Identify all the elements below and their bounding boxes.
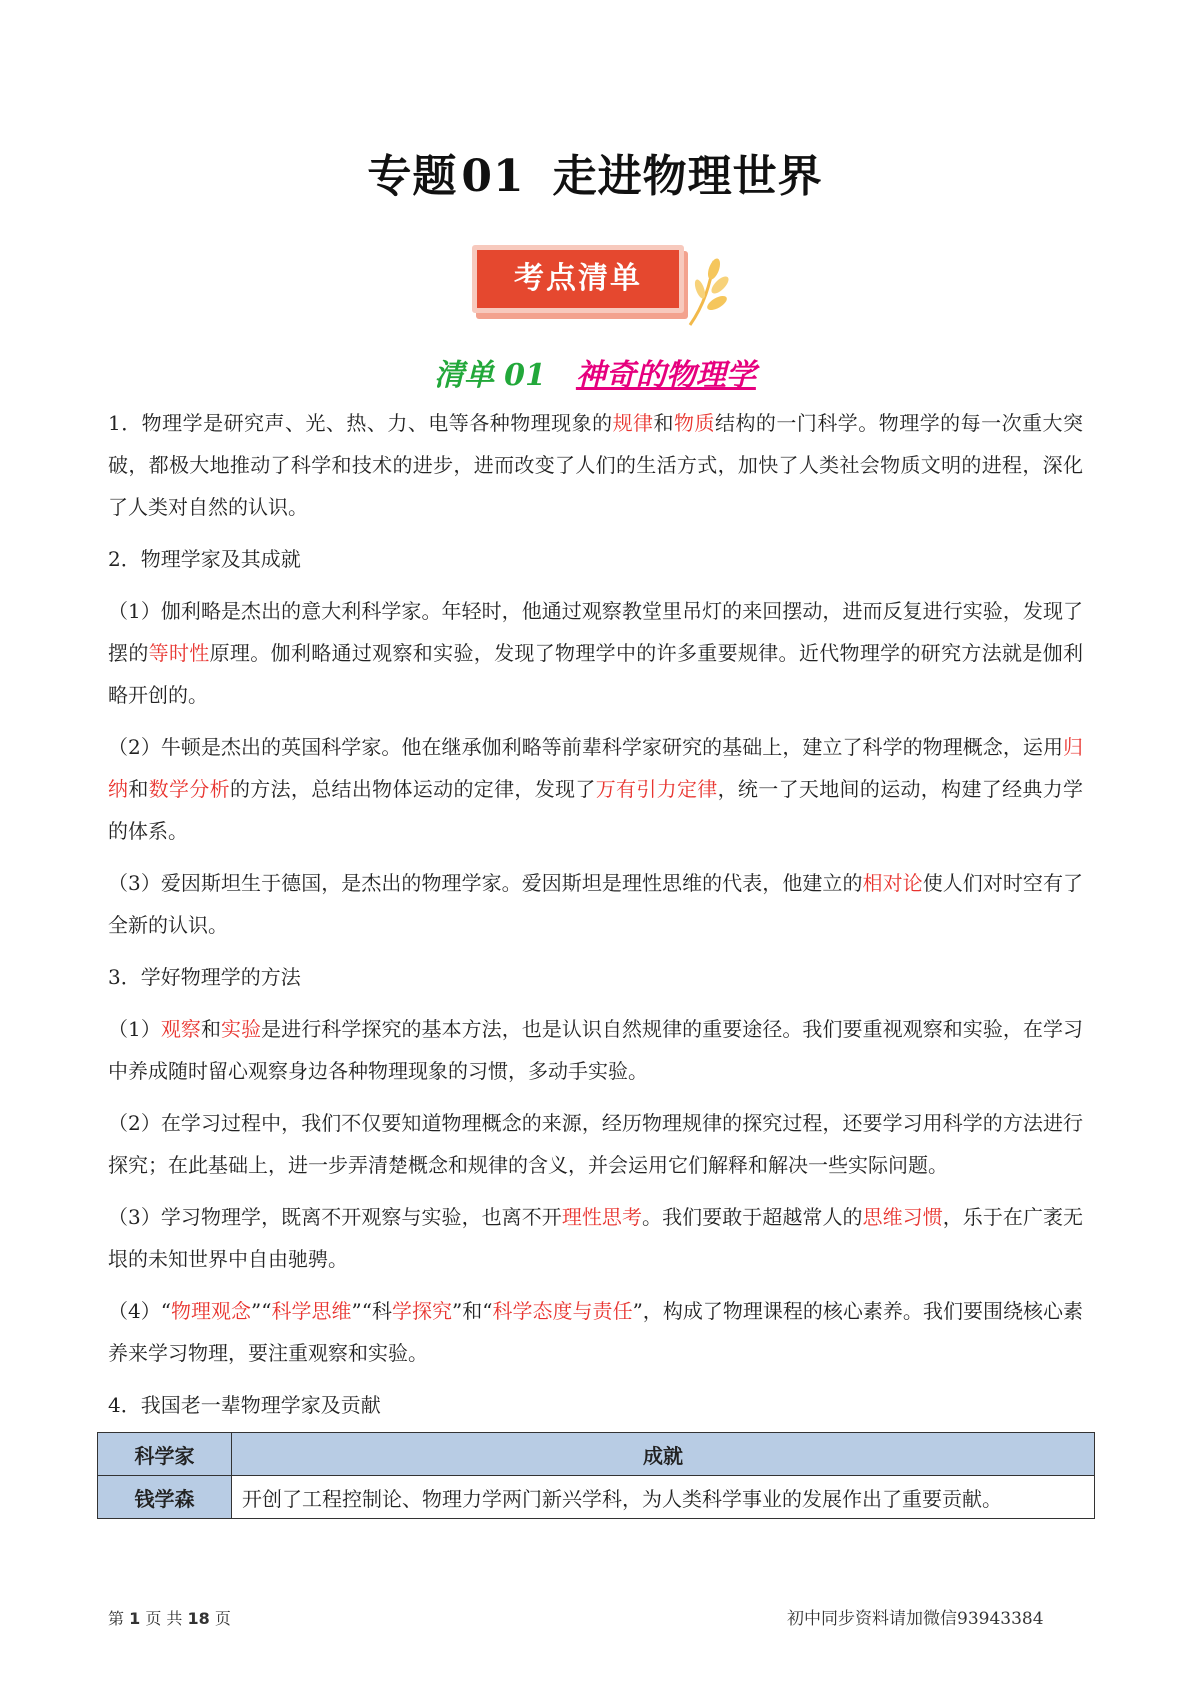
- section-number: 01: [504, 358, 546, 393]
- table-cell-achievement: 开创了工程控制论、物理力学两门新兴学科，为人类科学事业的发展作出了重要贡献。: [232, 1476, 1095, 1519]
- current-page: 1: [129, 1609, 141, 1628]
- paragraph-2-2: （2）牛顿是杰出的英国科学家。他在继承伽利略等前辈科学家研究的基础上，建立了科学的物理概念，运用归纳和数学分析的方法，总结出物体运动的定律，发现了万有引力定律，统一了天地间的运动，构建了经典力学的体系。: [108, 735, 1084, 843]
- table-header-row: [98, 1433, 1095, 1476]
- content-body: [108, 402, 1083, 1436]
- table-header-scientist: 科学家: [98, 1433, 232, 1476]
- paragraph-2-1: （1）伽利略是杰出的意大利科学家。年轻时，他通过观察教堂里吊灯的来回摆动，进而反复进行实验，发现了摆的等时性原理。伽利略通过观察和实验，发现了物理学中的许多重要规律。近代物理学的研究方法就是伽利略开创的。: [108, 599, 1084, 707]
- section-topic: 神奇的物理学: [575, 358, 756, 393]
- badge-label: 考点清单: [472, 245, 684, 313]
- page-title: [0, 140, 1190, 204]
- paragraph-3-2: （2）在学习过程中，我们不仅要知道物理概念的来源，经历物理规律的探究过程，还要学习用科学的方法进行探究；在此基础上，进一步弄清楚概念和规律的含义，并会运用它们解释和解决一些实际问题。: [108, 1111, 1083, 1177]
- table-cell-name: 钱学森: [98, 1476, 232, 1519]
- paragraph-2-3: （3）爱因斯坦生于德国，是杰出的物理学家。爱因斯坦是理性思维的代表，他建立的相对论使人们对时空有了全新的认识。: [108, 871, 1084, 937]
- section-title: [0, 350, 1190, 394]
- heading-2: 2．物理学家及其成就: [108, 547, 301, 571]
- paragraph-1: 1．物理学是研究声、光、热、力、电等各种物理现象的规律和物质结构的一门科学。物理学的每一次重大突破，都极大地推动了科学和技术的进步，进而改变了人们的生活方式，加快了人类社会物质文明的进程，深化了人类对自然的认识。: [108, 411, 1084, 519]
- table-row: [98, 1476, 1095, 1519]
- heading-4: 4．我国老一辈物理学家及贡献: [108, 1393, 381, 1417]
- section-label: 清单: [434, 358, 495, 393]
- scientists-table: [97, 1432, 1095, 1519]
- total-pages: 18: [187, 1609, 210, 1628]
- paragraph-3-1: （1）观察和实验是进行科学探究的基本方法，也是认识自然规律的重要途径。我们要重视观察和实验，在学习中养成随时留心观察身边各种物理现象的习惯，多动手实验。: [108, 1017, 1084, 1083]
- heading-3: 3．学好物理学的方法: [108, 965, 301, 989]
- title-number: 01: [461, 151, 525, 202]
- wheat-leaf-icon: [684, 255, 730, 327]
- table-header-achievement: 成就: [232, 1433, 1095, 1476]
- footer-note: 初中同步资料请加微信93943384: [787, 1609, 1044, 1629]
- section-badge: [472, 245, 732, 325]
- paragraph-3-3: （3）学习物理学，既离不开观察与实验，也离不开理性思考。我们要敢于超越常人的思维习惯，乐于在广袤无垠的未知世界中自由驰骋。: [108, 1205, 1084, 1271]
- title-prefix: 专题: [367, 151, 458, 202]
- page-number: 第 1 页 共 18 页: [108, 1609, 231, 1628]
- paragraph-3-4: （4）“物理观念”“科学思维”“科学探究”和“科学态度与责任”，构成了物理课程的核心素养。我们要围绕核心素养来学习物理，要注重观察和实验。: [108, 1299, 1084, 1365]
- title-main: 走进物理世界: [552, 151, 823, 202]
